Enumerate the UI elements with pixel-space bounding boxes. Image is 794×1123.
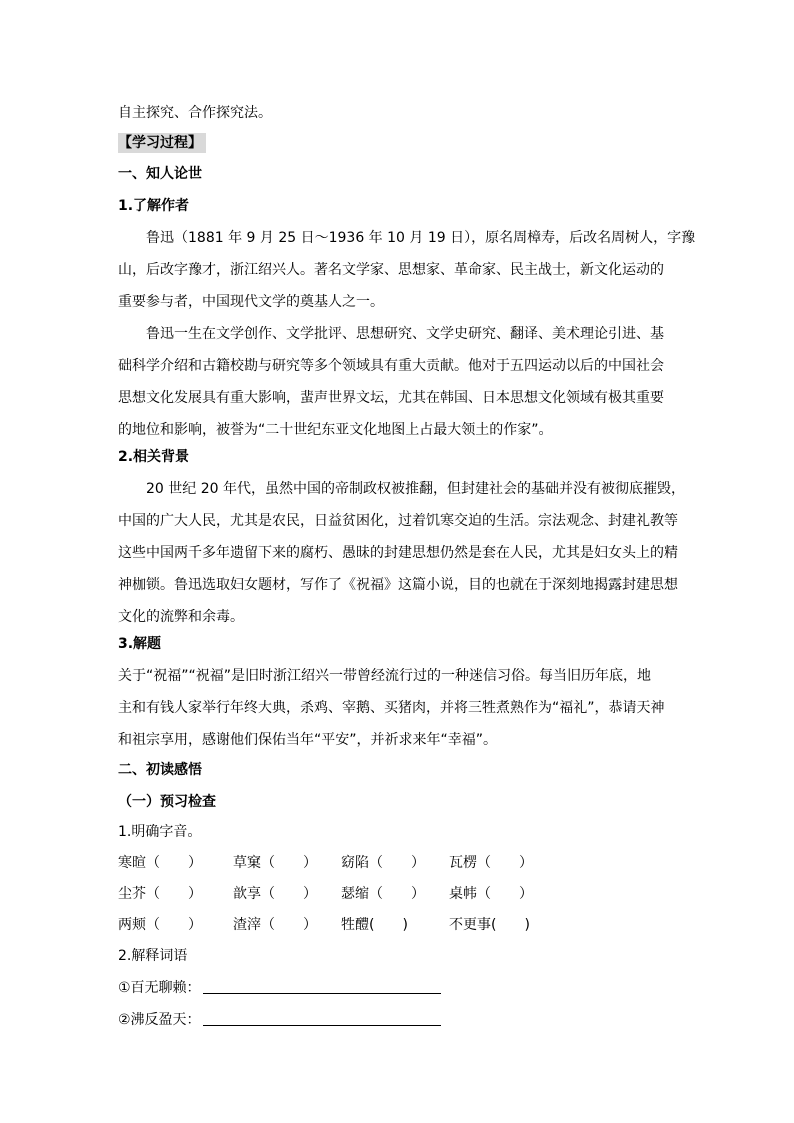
background-paragraph-line: 中国的广大人民，尤其是农民，日益贫困化，过着饥寒交迫的生活。宗法观念、封建礼教等 bbox=[118, 513, 678, 529]
pronunciation-item: 歆享（ ） bbox=[233, 886, 317, 902]
pronunciation-item: 渣滓（ ） bbox=[233, 917, 317, 933]
vocab-term: ①百无聊赖： bbox=[118, 980, 201, 996]
author-paragraph2-line: 础科学介绍和古籍校勘与研究等多个领域具有重大贡献。他对于五四运动以后的中国社会 bbox=[118, 358, 664, 374]
author-paragraph2-line: 思想文化发展具有重大影响，蜚声世界文坛，尤其在韩国、日本思想文化领域有极其重要 bbox=[118, 390, 664, 406]
title-explanation-line: 主和有钱人家举行年终大典，杀鸡、宰鹅、买猪肉，并将三牲煮熟作为“福礼”，恭请天神 bbox=[118, 700, 665, 716]
pronunciation-item: 桌帏（ ） bbox=[449, 886, 533, 902]
pronunciation-question: 1.明确字音。 bbox=[118, 824, 202, 840]
part1-title: 一、知人论世 bbox=[118, 166, 202, 182]
vocab-item-2 bbox=[118, 1010, 441, 1030]
pronunciation-item: 不更事( ) bbox=[449, 917, 530, 933]
author-paragraph2-line: 鲁迅一生在文学创作、文学批评、思想研究、文学史研究、翻译、美术理论引进、基 bbox=[146, 326, 664, 342]
background-paragraph-line: 神枷锁。鲁迅选取妇女题材，写作了《祝福》这篇小说，目的也就在于深刻地揭露封建思想 bbox=[118, 577, 678, 593]
pronunciation-item: 尘芥（ ） bbox=[118, 886, 202, 902]
pronunciation-item: 窈陷（ ） bbox=[341, 855, 425, 871]
pronunciation-item: 牲醴( ) bbox=[341, 917, 408, 933]
part2-title: 二、初读感悟 bbox=[118, 762, 202, 778]
pronunciation-item: 两颊（ ） bbox=[118, 917, 202, 933]
s1-title: 1.了解作者 bbox=[118, 198, 190, 214]
section-heading-learning-process: 【学习过程】 bbox=[118, 133, 206, 153]
pronunciation-item: 寒暄（ ） bbox=[118, 855, 202, 871]
learning-method-text: 自主探究、合作探究法。 bbox=[118, 105, 272, 121]
title-explanation-line: 和祖宗享用，感谢他们保佑当年“平安”，并祈求来年“幸福”。 bbox=[118, 732, 498, 748]
background-paragraph-line: 这些中国两千多年遗留下来的腐朽、愚昧的封建思想仍然是套在人民，尤其是妇女头上的精 bbox=[118, 545, 678, 561]
vocab-item-1 bbox=[118, 978, 441, 998]
author-paragraph2-line: 的地位和影响，被誉为“二十世纪东亚文化地图上占最大领土的作家”。 bbox=[118, 422, 553, 438]
vocab-term: ②沸反盈天： bbox=[118, 1012, 201, 1028]
pronunciation-item: 瑟缩（ ） bbox=[341, 886, 425, 902]
author-paragraph-line: 重要参与者，中国现代文学的奠基人之一。 bbox=[118, 294, 384, 310]
s2-title: 2.相关背景 bbox=[118, 449, 190, 465]
background-paragraph-line: 文化的流弊和余毒。 bbox=[118, 609, 244, 625]
pronunciation-item: 草窠（ ） bbox=[233, 855, 317, 871]
answer-blank[interactable] bbox=[203, 979, 441, 994]
vocabulary-question: 2.解释词语 bbox=[118, 948, 188, 964]
s3-title: 3.解题 bbox=[118, 636, 162, 652]
author-paragraph-line: 山，后改字豫才，浙江绍兴人。著名文学家、思想家、革命家、民主战士，新文化运动的 bbox=[118, 262, 664, 278]
answer-blank[interactable] bbox=[203, 1011, 441, 1026]
preview-check-title: （一）预习检查 bbox=[118, 794, 216, 810]
title-explanation-line: 关于“祝福”“祝福”是旧时浙江绍兴一带曾经流行过的一种迷信习俗。每当旧历年底，地 bbox=[118, 668, 652, 684]
background-paragraph-line: 20 世纪 20 年代，虽然中国的帝制政权被推翻，但封建社会的基础并没有被彻底摧毁， bbox=[146, 481, 685, 497]
author-paragraph-line: 鲁迅（1881 年 9 月 25 日～1936 年 10 月 19 日），原名周樟寿，后改名周树人，字豫 bbox=[146, 230, 696, 246]
pronunciation-item: 瓦楞（ ） bbox=[449, 855, 533, 871]
